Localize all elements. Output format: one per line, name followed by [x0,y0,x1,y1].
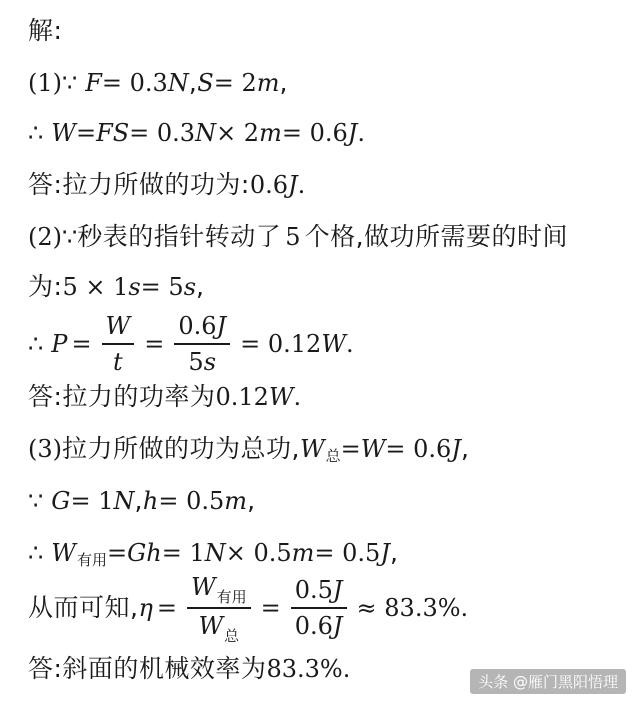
frac-denominator [194,611,243,644]
num-value: 0.5 [294,576,333,604]
period: . [342,655,351,683]
eq-result: = 0.6 [281,119,348,147]
line-part2-given [28,220,630,254]
line-answer-1 [28,168,630,202]
line-time-calc [28,270,630,304]
unit-N: N [113,487,135,515]
comma: , [247,486,256,515]
time-expr: 5 × 1 [62,273,129,301]
comma: , [389,538,399,567]
unit-J: J [332,612,343,640]
comma: , [188,68,198,97]
frac-denominator [184,347,220,377]
because-symbol: ∵ [28,487,44,515]
var-F: F [85,69,102,97]
frac-denominator: t [113,348,123,376]
equals: = [340,435,361,463]
line-part1-given [28,66,630,100]
answer-1-value: 0.6 [249,171,289,199]
line-part3-total-work [28,432,630,466]
line-answer-2 [28,380,630,414]
unit-N: N [167,69,189,97]
subscript-total: 总 [224,627,240,645]
fraction-bar [291,607,347,609]
comma: , [134,486,143,515]
answer-2-text: 答:拉力的功率为 [28,382,216,411]
line-work-formula [28,116,630,150]
therefore-symbol: ∴ [28,539,44,567]
fraction-bar [187,607,251,609]
unit-J: J [451,435,461,463]
equals: = [71,330,92,358]
frac-numerator [291,575,347,605]
var-G: G [51,487,71,515]
unit-J: J [332,576,343,604]
fraction-useful-over-total [187,572,251,644]
times-value: × 2 [216,119,260,147]
unit-W: W [321,330,346,358]
conclusion-text: 从而可知, [28,593,139,622]
unit-s: s [183,273,197,301]
equals: = [106,539,128,567]
equals: = [156,594,177,622]
eq-S-value: = 2 [213,69,257,97]
period: . [297,171,306,199]
unit-J: J [216,312,227,340]
eq-F-value: = 0.3 [101,69,168,97]
answer-2-value: 0.12 [215,383,269,411]
frac-numerator [187,572,251,605]
var-W: W [51,119,76,147]
part2-text-2: 个格,做功所需要的时间 [304,222,569,251]
unit-m: m [291,539,315,567]
fraction-W-over-t [102,311,135,377]
var-W-total: W [299,435,325,463]
var-S: S [197,69,214,97]
var-W-useful: W [51,539,76,567]
eq-h-value: = 0.5 [158,487,225,515]
unit-m: m [224,487,248,515]
time-label: 为: [28,272,63,301]
eq-value: = 0.6 [385,435,452,463]
line-solution-heading [28,14,630,48]
var-W: W [190,573,216,601]
eq-G-value: = 1 [70,487,114,515]
den-value: 0.6 [294,612,333,640]
part2-label: (2)∵ [28,223,78,251]
eq-result: = 0.5 [314,539,381,567]
period: . [345,330,354,358]
power-result: = 0.12 [240,330,322,358]
unit-J: J [347,119,358,147]
comma: , [279,68,288,97]
unit-m: m [259,119,282,147]
equals: = [75,119,97,147]
var-h: h [142,487,159,515]
subscript-total: 总 [325,447,341,465]
solution-heading: 解: [28,16,63,45]
frac-numerator [174,311,230,341]
period: . [293,383,302,411]
line-useful-work [28,536,630,570]
line-power-formula [28,308,630,380]
fraction-bar [102,343,135,345]
subscript-useful: 有用 [216,588,247,606]
subscript-useful: 有用 [76,551,107,569]
den-value: 5 [188,348,204,376]
unit-s: s [203,348,217,376]
time-result: = 5 [140,273,184,301]
comma: , [196,272,205,301]
answer-3-text: 答:斜面的机械效率为 [28,654,267,683]
comma: , [460,434,470,463]
unit-J: J [380,539,390,567]
unit-J: J [288,171,298,199]
frac-numerator: W [105,312,131,340]
line-efficiency-formula [28,572,630,644]
unit-N: N [195,119,217,147]
unit-s: s [128,273,141,301]
part1-label: (1)∵ [28,69,78,97]
part3-text: 拉力所做的功为总功, [62,434,300,463]
unit-N: N [204,539,226,567]
var-W: W [198,612,224,640]
times-value: × 0.5 [225,539,292,567]
fraction-work-over-time [174,311,230,377]
part3-label: (3) [28,435,62,463]
answer-3-value: 83.3% [266,655,343,683]
fraction-bar [174,343,230,345]
num-value: 0.6 [178,312,217,340]
equals: = [144,330,165,358]
part2-text-1: 秒表的指针转动了 [77,222,282,251]
period: . [460,594,469,622]
efficiency-result: ≈ 83.3% [356,594,461,622]
equals: = [260,594,281,622]
fraction-values [291,575,347,641]
line-part3-given [28,484,630,518]
eq-value: = 0.3 [129,119,196,147]
var-W: W [360,435,386,463]
unit-m: m [256,69,280,97]
eq-value: = 1 [161,539,205,567]
therefore-symbol: ∴ [28,119,44,147]
var-FS: FS [96,119,130,147]
grid-count: 5 [285,223,301,251]
var-P: P [51,330,68,358]
var-eta: η [138,594,153,622]
var-Gh: Gh [127,539,162,567]
frac-denominator [291,611,347,641]
period: . [357,119,366,147]
therefore-symbol: ∴ [28,330,44,358]
answer-1-text: 答:拉力所做的功为: [28,170,250,199]
watermark: 头条 @雁门黑阳悟理 [470,669,626,694]
unit-W: W [268,383,294,411]
